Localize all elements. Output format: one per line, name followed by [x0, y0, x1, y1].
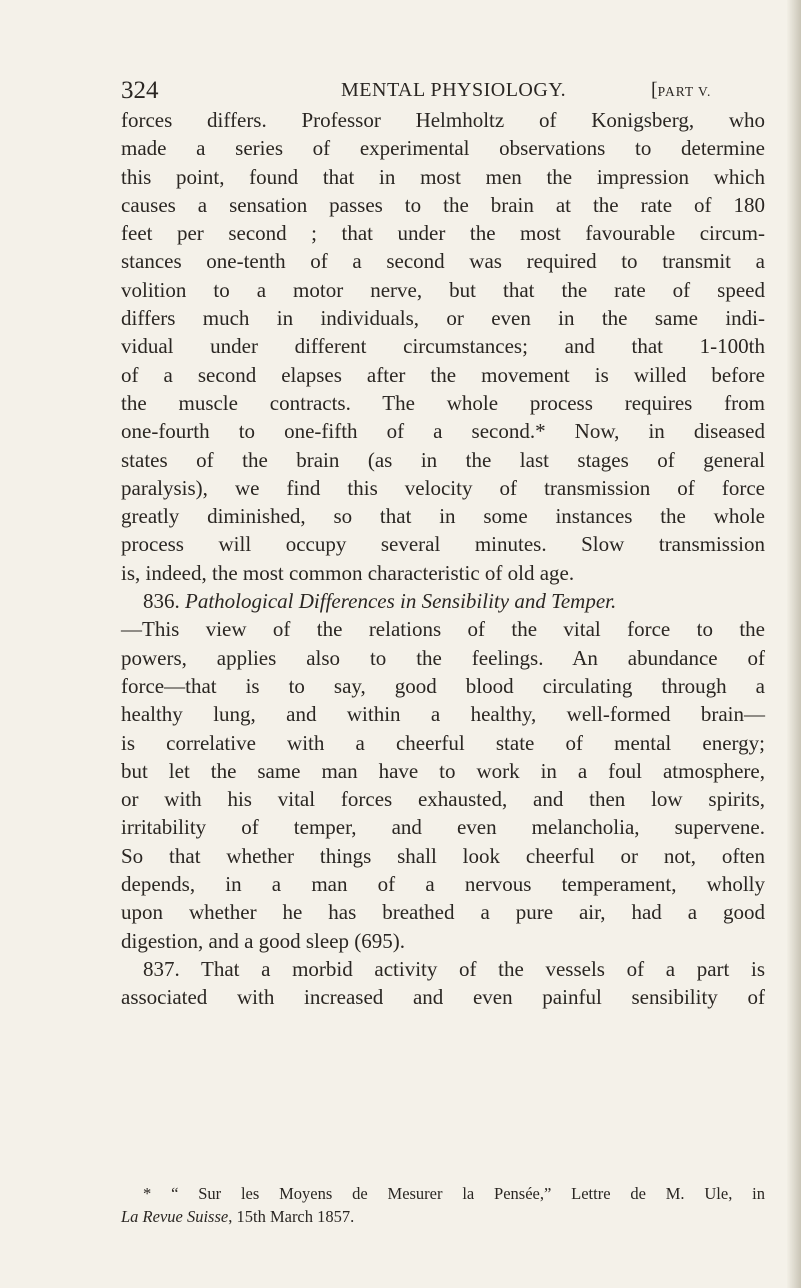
part-label — [651, 79, 711, 102]
part-bracket: [ — [651, 79, 658, 101]
text-line: force—that is to say, good blood circulating through a — [121, 673, 765, 698]
text-line: volition to a motor nerve, but that the rate of speed — [121, 277, 765, 302]
text-line: depends, in a man of a nervous temperament, wholly — [121, 872, 765, 897]
text-line: vidual under different circumstances; and that 1-100th — [121, 334, 765, 359]
text-line: So that whether things shall look cheerful or not, often — [121, 843, 765, 868]
text-line: states of the brain (as in the last stages of general — [121, 447, 765, 472]
text-line: made a series of experimental observations to determine — [121, 136, 765, 161]
text-line: associated with increased and even painful sensibility of — [121, 985, 765, 1010]
text-line: —This view of the relations of the vital force to the — [121, 617, 765, 642]
text-line: healthy lung, and within a healthy, well-formed brain— — [121, 702, 765, 727]
text-line: one-fourth to one-fifth of a second.* Now, in diseased — [121, 419, 765, 444]
text-line: digestion, and a good sleep (695). — [121, 928, 406, 953]
section-836-title: Pathological Differences in Sensibility and Temper. — [185, 589, 617, 614]
page-edge-shadow — [787, 0, 801, 1288]
text-line: forces differs. Professor Helmholtz of Konigsberg, who — [121, 108, 765, 132]
part-number: V. — [693, 84, 712, 99]
text-line: process will occupy several minutes. Slow transmission — [121, 532, 765, 557]
text-line: is correlative with a cheerful state of mental energy; — [121, 730, 765, 755]
text-line: irritability of temper, and even melancholia, supervene. — [121, 815, 765, 840]
text-line: the muscle contracts. The whole process requires from — [121, 390, 765, 415]
section-836-heading — [121, 587, 765, 615]
page-number: 324 — [121, 77, 159, 104]
text-line: or with his vital forces exhausted, and then low spirits, — [121, 787, 765, 812]
text-line: of a second elapses after the movement is willed before — [121, 362, 765, 387]
running-title: MENTAL PHYSIOLOGY. — [341, 79, 567, 101]
footnote-line: * “ Sur les Moyens de Mesurer la Pensée,” Lettre de M. Ule, in — [143, 1184, 765, 1203]
text-line: but let the same man have to work in a foul atmosphere, — [121, 758, 765, 783]
text-line: upon whether he has breathed a pure air, had a good — [121, 900, 765, 925]
text-line: powers, applies also to the feelings. An abundance of — [121, 645, 765, 670]
footnote-date: , 15th March 1857. — [228, 1207, 355, 1226]
text-line: greatly diminished, so that in some instances the whole — [121, 504, 765, 529]
part-word: PART — [657, 84, 694, 99]
text-line: differs much in individuals, or even in the same indi- — [121, 306, 765, 331]
text-line: paralysis), we find this velocity of transmission of force — [121, 475, 765, 500]
section-836-number: 836. — [143, 589, 185, 614]
text-line: feet per second ; that under the most favourable circum- — [121, 221, 765, 246]
text-line: is, indeed, the most common characteristic of old age. — [121, 560, 575, 585]
text-line: this point, found that in most men the impression which — [121, 164, 765, 189]
text-line: stances one-tenth of a second was required to transmit a — [121, 249, 765, 274]
running-header — [121, 77, 765, 107]
footnote-journal: La Revue Suisse — [121, 1207, 229, 1226]
body-text — [121, 106, 765, 1012]
section-837-line: 837. That a morbid activity of the vessels of a part is — [143, 956, 765, 981]
text-line: causes a sensation passes to the brain at the rate of 180 — [121, 192, 765, 217]
footnote — [121, 1182, 765, 1228]
footnote-citation — [121, 1205, 765, 1228]
